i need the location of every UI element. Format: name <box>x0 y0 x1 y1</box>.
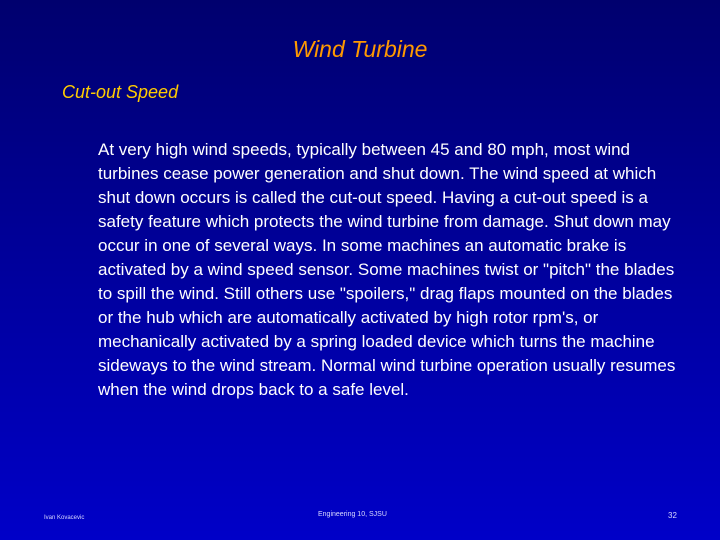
page-number: 32 <box>668 511 677 520</box>
slide-body-text: At very high wind speeds, typically between 45 and 80 mph, most wind turbines cease power generation and shut down. The wind speed at which shut down occurs is called the cut-out speed. Having a cut-out speed is a safety feature which protects the wind turbine from damage. Shut down may occur in one of several ways. In some machines an automatic brake is activated by a wind speed sensor. Some machines twist or "pitch" the blades to spill the wind. Still others use "spoilers," drag flaps mounted on the blades or the hub which are automatically activated by high rotor rpm's, or mechanically activated by a spring loaded device which turns the machine sideways to the wind stream. Normal wind turbine operation usually resumes when the wind drops back to a safe level. <box>98 140 676 399</box>
footer-course: Engineering 10, SJSU <box>318 511 387 518</box>
slide-subtitle: Cut-out Speed <box>62 82 179 102</box>
slide-title: Wind Turbine <box>292 36 428 62</box>
footer-author: Ivan Kovacevic <box>44 515 85 521</box>
